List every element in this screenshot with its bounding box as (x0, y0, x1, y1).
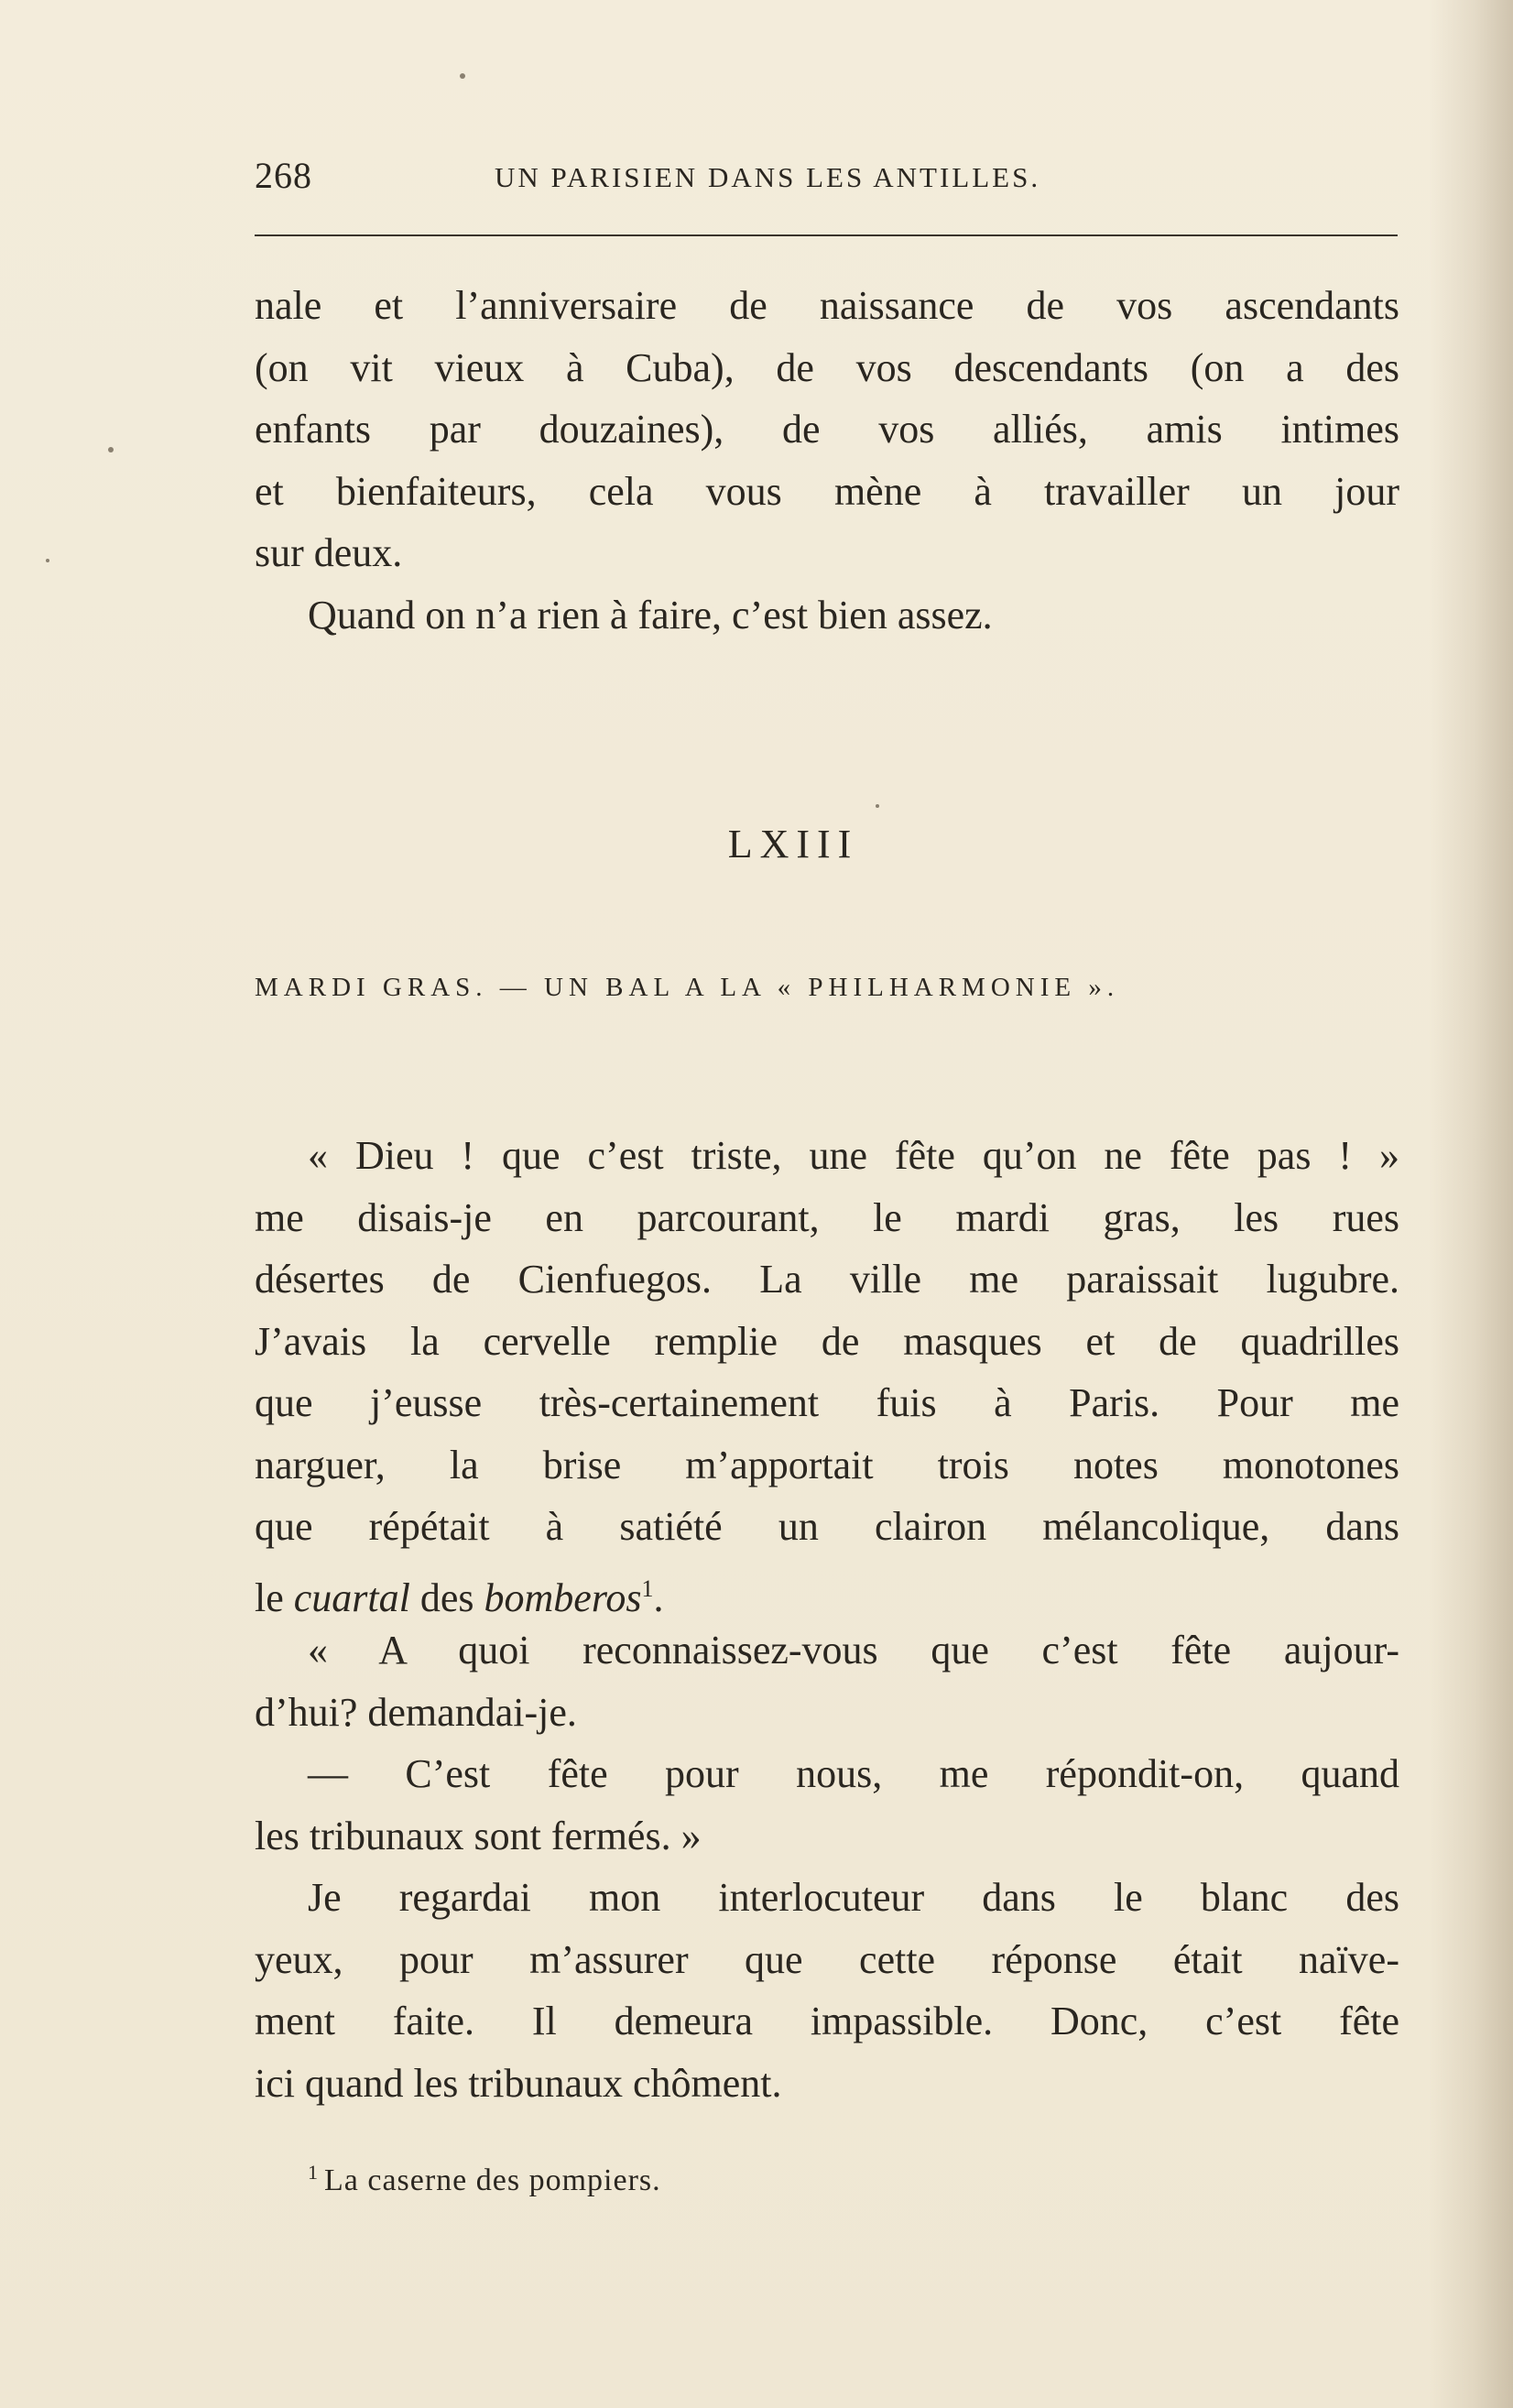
section-title: MARDI GRAS. — UN BAL A LA « PHILHARMONIE ». (255, 973, 1120, 1002)
text-line: « Dieu ! que c’est triste, une fête qu’on ne fête pas ! » (308, 1133, 1399, 1178)
text-line (255, 1558, 1399, 1620)
text-fragment: . (653, 1574, 664, 1620)
text-line: que répétait à satiété un clairon mélancolique, dans (255, 1504, 1399, 1549)
page-number: 268 (255, 155, 312, 196)
text-line: J’avais la cervelle remplie de masques et de quadrilles (255, 1318, 1399, 1364)
paragraph-block-2 (255, 1125, 1399, 2114)
text-line: désertes de Cienfuegos. La ville me paraissait lugubre. (255, 1257, 1399, 1302)
text-line: narguer, la brise m’apportait trois notes monotones (255, 1442, 1399, 1487)
page-header (255, 154, 1398, 209)
paper-speck (876, 804, 879, 808)
paper-speck (46, 559, 49, 562)
paper-speck (460, 73, 465, 79)
text-fragment: le (255, 1574, 294, 1620)
text-line: (on vit vieux à Cuba), de vos descendants (on a des (255, 344, 1399, 390)
section-number (0, 821, 1513, 867)
text-line: les tribunaux sont fermés. » (255, 1813, 702, 1858)
paragraph-block-1 (255, 275, 1399, 646)
text-line: — C’est fête pour nous, me répondit-on, quand (308, 1751, 1399, 1796)
footnote-text: La caserne des pompiers. (324, 2163, 661, 2197)
text-line: et bienfaiteurs, cela vous mène à travailler un jour (255, 468, 1399, 514)
text-line: ment faite. Il demeura impassible. Donc, c’est fête (255, 1999, 1399, 2043)
paper-speck (108, 447, 114, 452)
text-line: que j’eusse très-certainement fuis à Paris. Pour me (255, 1380, 1399, 1425)
text-fragment: des (409, 1574, 484, 1620)
header-rule (255, 234, 1398, 236)
text-line: Je regardai mon interlocuteur dans le blanc des (308, 1875, 1399, 1920)
text-line: d’hui? demandai-je. (255, 1689, 577, 1735)
text-line: enfants par douzaines), de vos alliés, amis intimes (255, 407, 1399, 452)
text-line: me disais-je en parcourant, le mardi gras, les rues (255, 1194, 1399, 1240)
text-line: « A quoi reconnaissez-vous que c’est fête aujour- (308, 1628, 1399, 1673)
footnote-marker: 1 (308, 2161, 319, 2184)
running-title: UN PARISIEN DANS LES ANTILLES. (495, 161, 1041, 193)
text-line: yeux, pour m’assurer que cette réponse était naïve- (255, 1936, 1399, 1982)
footnote-reference[interactable]: 1 (641, 1574, 654, 1602)
italic-word: bomberos (484, 1574, 642, 1620)
text-line: ici quand les tribunaux chôment. (255, 2060, 782, 2106)
text-line: Quand on n’a rien à faire, c’est bien assez. (308, 592, 993, 637)
text-line: nale et l’anniversaire de naissance de vos ascendants (255, 283, 1399, 328)
section-number-text: LXIII (727, 822, 859, 866)
footnote (308, 2161, 661, 2198)
text-line: sur deux. (255, 530, 403, 575)
italic-word: cuartal (293, 1574, 410, 1620)
